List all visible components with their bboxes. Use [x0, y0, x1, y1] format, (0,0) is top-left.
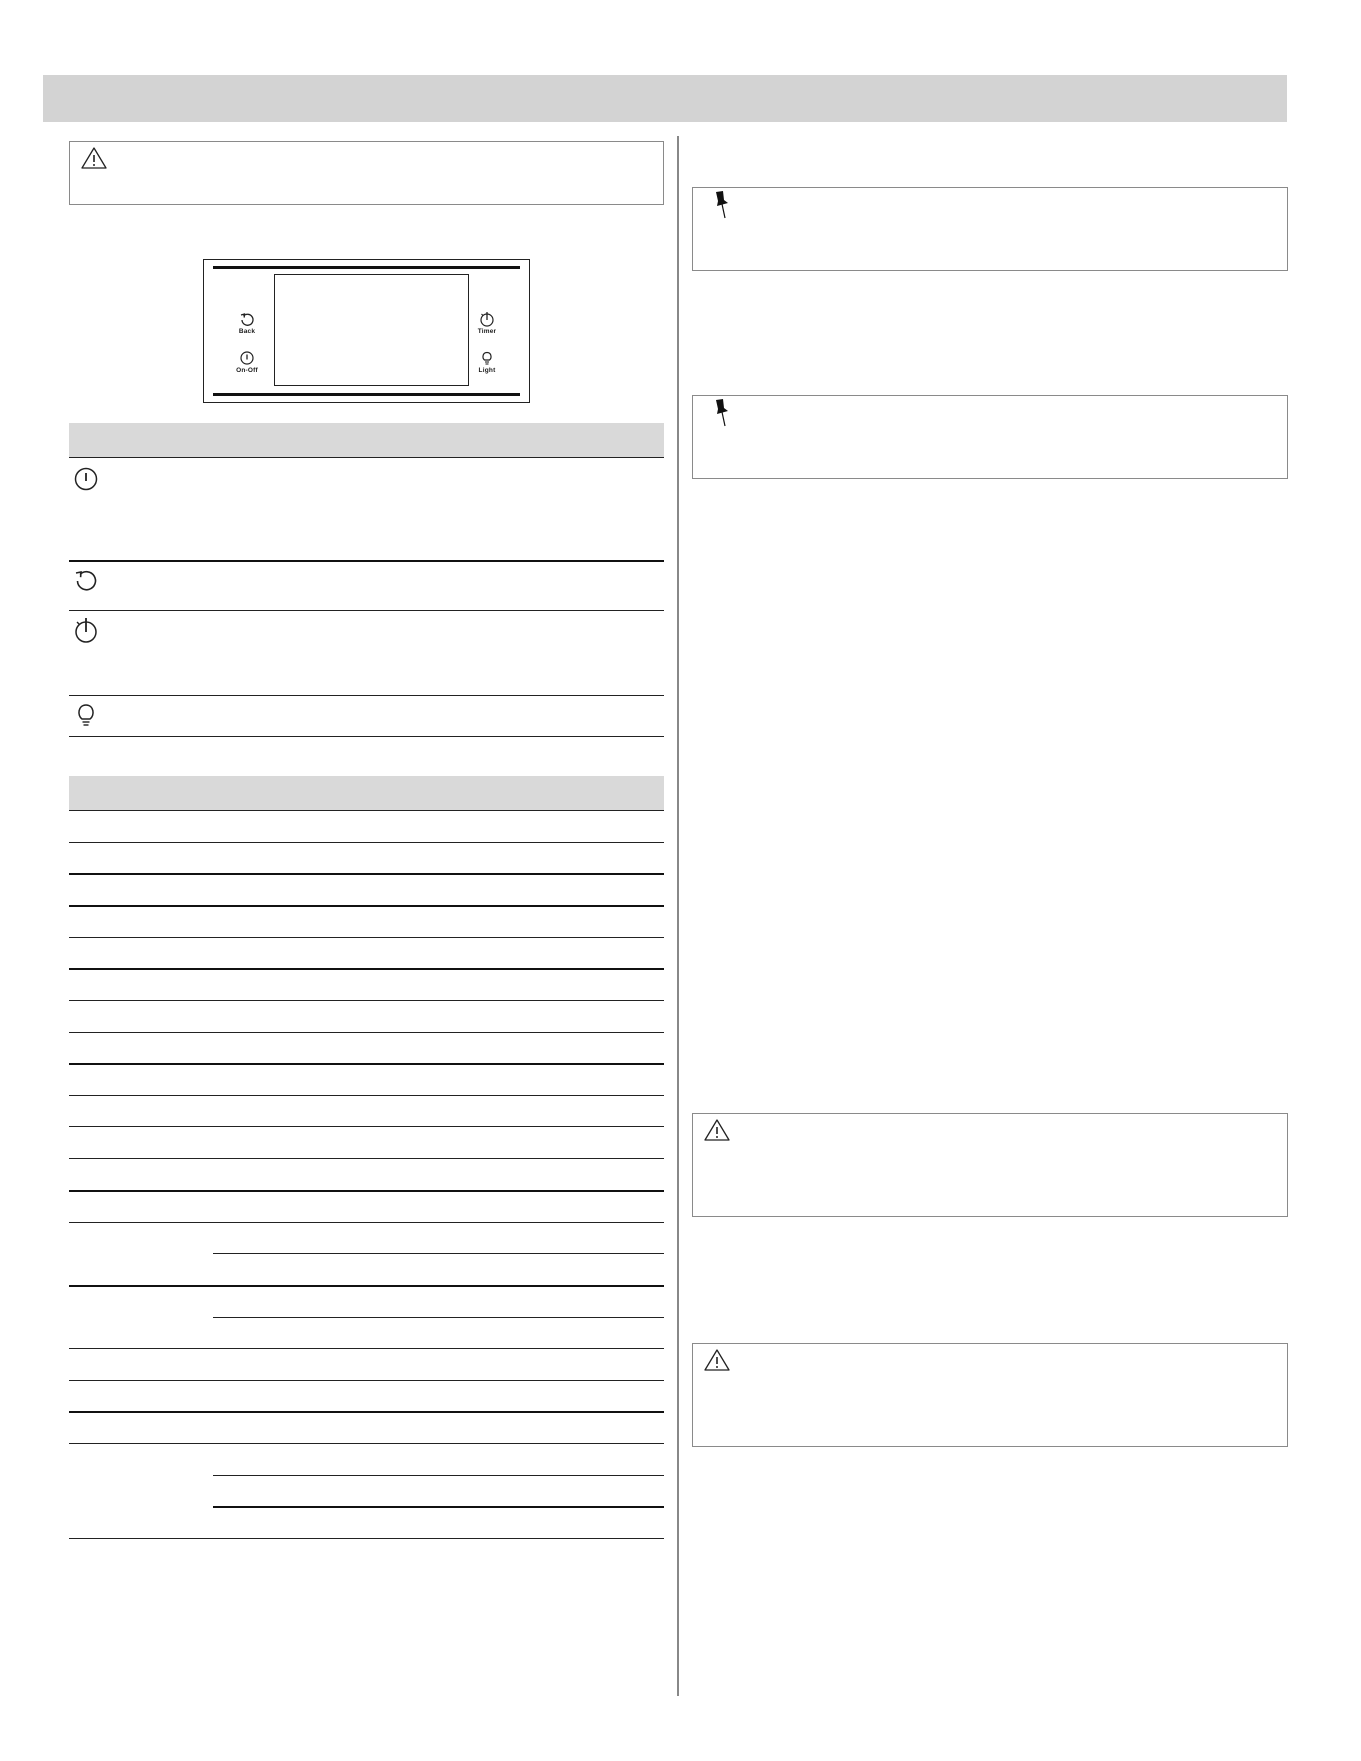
timer-icon — [479, 311, 495, 327]
table-row-divider — [69, 1411, 664, 1413]
table-row-divider — [69, 1126, 664, 1127]
warning-triangle-icon — [703, 1118, 731, 1147]
table-row-divider — [69, 1380, 664, 1381]
warning-box — [692, 1343, 1288, 1447]
table-row-divider — [69, 873, 664, 875]
panel-top-trim — [213, 266, 520, 269]
table-row-divider — [69, 1000, 664, 1001]
timer-button-label: Timer — [477, 328, 497, 335]
table-subrow-divider — [213, 1475, 664, 1476]
table-row-divider — [69, 1222, 664, 1223]
on-off-button-label: On-Off — [236, 367, 258, 374]
control-panel-illustration — [203, 259, 530, 403]
warning-triangle-icon — [703, 1348, 731, 1377]
pushpin-icon — [711, 398, 733, 433]
controls-table-header — [69, 423, 664, 458]
table-row-divider — [69, 736, 664, 737]
pushpin-icon — [711, 190, 733, 225]
table-subrow-divider — [213, 1506, 664, 1508]
table-row-divider — [69, 695, 664, 696]
table-row-divider — [69, 1158, 664, 1159]
panel-bottom-trim — [213, 393, 520, 396]
table-row-divider — [69, 842, 664, 843]
timer-icon — [73, 615, 99, 650]
table-row-divider — [69, 1538, 664, 1539]
warning-triangle-icon — [80, 146, 108, 175]
table-row-divider — [69, 1095, 664, 1096]
back-button[interactable] — [225, 311, 269, 335]
settings-table-header — [69, 776, 664, 811]
lightbulb-icon — [73, 702, 99, 735]
table-row-divider — [69, 1348, 664, 1349]
timer-button[interactable] — [465, 311, 509, 335]
table-row-divider — [69, 905, 664, 907]
table-row-divider — [69, 1285, 664, 1287]
table-subrow-divider — [213, 1317, 664, 1318]
table-row-divider — [69, 968, 664, 970]
section-header-bar — [43, 75, 1287, 122]
table-row-divider — [69, 560, 664, 562]
display-screen[interactable] — [274, 274, 469, 386]
back-arrow-icon — [239, 311, 255, 327]
table-row-divider — [69, 1063, 664, 1065]
column-divider — [677, 136, 679, 1696]
light-button[interactable] — [465, 350, 509, 374]
table-row-divider — [69, 1443, 664, 1444]
table-subrow-divider — [213, 1253, 664, 1254]
on-off-button[interactable] — [225, 350, 269, 374]
back-button-label: Back — [238, 328, 256, 335]
note-box — [692, 187, 1288, 271]
warning-box — [692, 1113, 1288, 1217]
table-row-divider — [69, 1190, 664, 1192]
table-row-divider — [69, 1032, 664, 1033]
back-arrow-icon — [73, 567, 99, 598]
lightbulb-icon — [479, 350, 495, 366]
power-icon — [239, 350, 255, 366]
warning-box — [69, 141, 664, 205]
power-icon — [73, 466, 99, 497]
table-row-divider — [69, 610, 664, 611]
light-button-label: Light — [478, 367, 496, 374]
note-box — [692, 395, 1288, 479]
table-row-divider — [69, 937, 664, 938]
